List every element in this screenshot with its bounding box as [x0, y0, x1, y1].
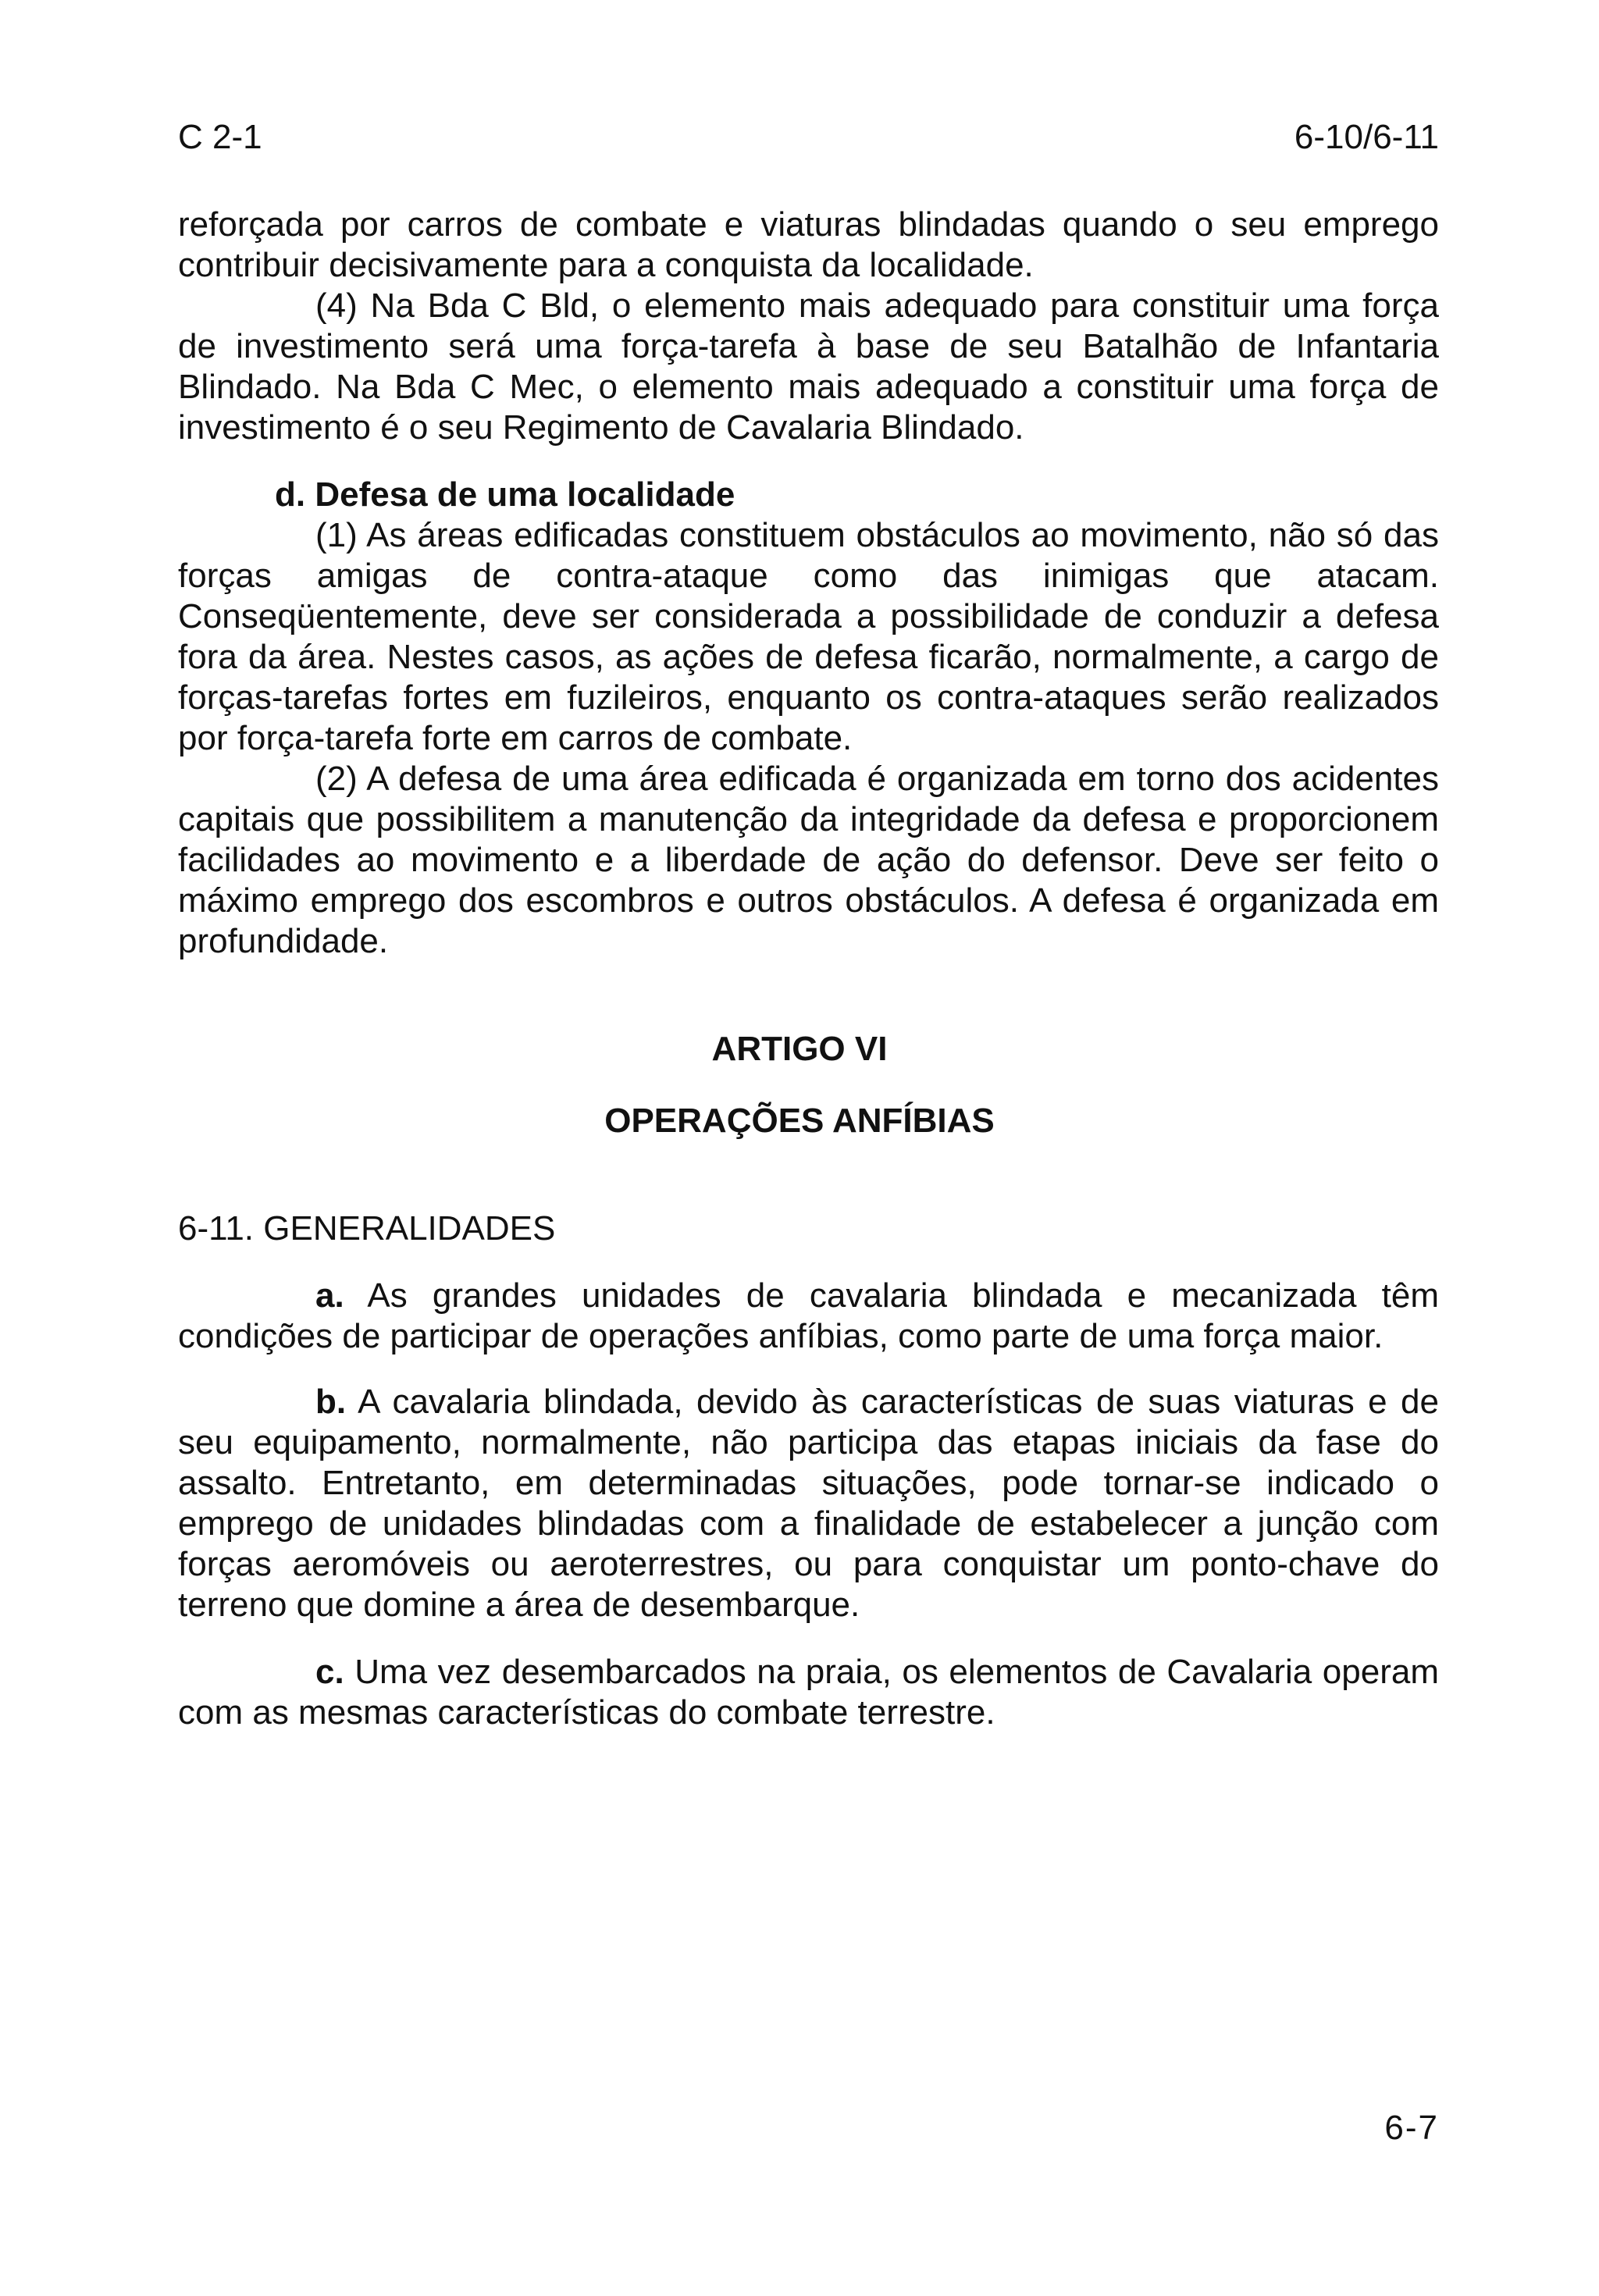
item-a-block	[178, 1276, 1439, 1357]
paragraph-item-4: (4) Na Bda C Bld, o elemento mais adequado para constituir uma força de investimento será uma força-tarefa à base de seu Batalhão de Infantaria Blindado. Na Bda C Mec, o elemento mais adequado a constituir uma força de investimento é o seu Regimento de Cavalaria Blindado.	[178, 287, 1439, 447]
item-a-label: a.	[315, 1276, 344, 1315]
header-section-range: 6-10/6-11	[1294, 118, 1439, 156]
paragraph-item-1: (1) As áreas edificadas constituem obstáculos ao movimento, não só das forças amigas de contra-ataque como das inimigas que atacam. Conseqüentemente, deve ser considerada a possibilidade de conduzir a defesa fora da área. Nestes casos, as ações de defesa ficarão, normalmente, a cargo de forças-tarefas fortes em fuzileiros, enquanto os contra-ataques serão realizados por força-tarefa forte em carros de combate.	[178, 516, 1439, 757]
page-number: 6-7	[1384, 2109, 1439, 2147]
defense-block	[178, 475, 1439, 962]
item-b-label: b.	[315, 1383, 347, 1421]
section-heading: 6-11. GENERALIDADES	[178, 1209, 556, 1248]
paragraph-item-b	[178, 1382, 1439, 1625]
paragraph-item-2: (2) A defesa de uma área edificada é organizada em torno dos acidentes capitais que possibilitem a manutenção da integridade da defesa e proporcionem facilidades ao movimento e a liberdade de ação do defensor. Deve ser feito o máximo emprego dos escombros e outros obstáculos. A defesa é organizada em profundidade.	[178, 760, 1439, 960]
item-c-block	[178, 1652, 1439, 1733]
item-a-text: As grandes unidades de cavalaria blindada e mecanizada têm condições de participar de operações anfíbias, como parte de uma força maior.	[178, 1276, 1439, 1355]
item-b-block	[178, 1382, 1439, 1625]
paragraph-continuation: reforçada por carros de combate e viaturas blindadas quando o seu emprego contribuir decisivamente para a conquista da localidade.	[178, 205, 1439, 284]
paragraph-item-a	[178, 1276, 1439, 1357]
header-manual-code: C 2-1	[178, 118, 262, 156]
item-c-text: Uma vez desembarcados na praia, os elementos de Cavalaria operam com as mesmas características do combate terrestre.	[178, 1653, 1439, 1732]
subheading-defesa: d. Defesa de uma localidade	[275, 475, 735, 514]
continuation-block	[178, 205, 1439, 448]
item-c-label: c.	[315, 1653, 344, 1691]
article-number: ARTIGO VI	[711, 1030, 888, 1068]
paragraph-item-c	[178, 1652, 1439, 1733]
item-b-text: A cavalaria blindada, devido às características de suas viaturas e de seu equipamento, normalmente, não participa das etapas iniciais da fase do assalto. Entretanto, em determinadas situações, pode tornar-se indicado o emprego de unidades blindadas com a finalidade de estabelecer a junção com forças aeromóveis ou aeroterrestres, ou para conquistar um ponto-chave do terreno que domine a área de desembarque.	[178, 1383, 1440, 1624]
article-title: OPERAÇÕES ANFÍBIAS	[604, 1102, 995, 1140]
